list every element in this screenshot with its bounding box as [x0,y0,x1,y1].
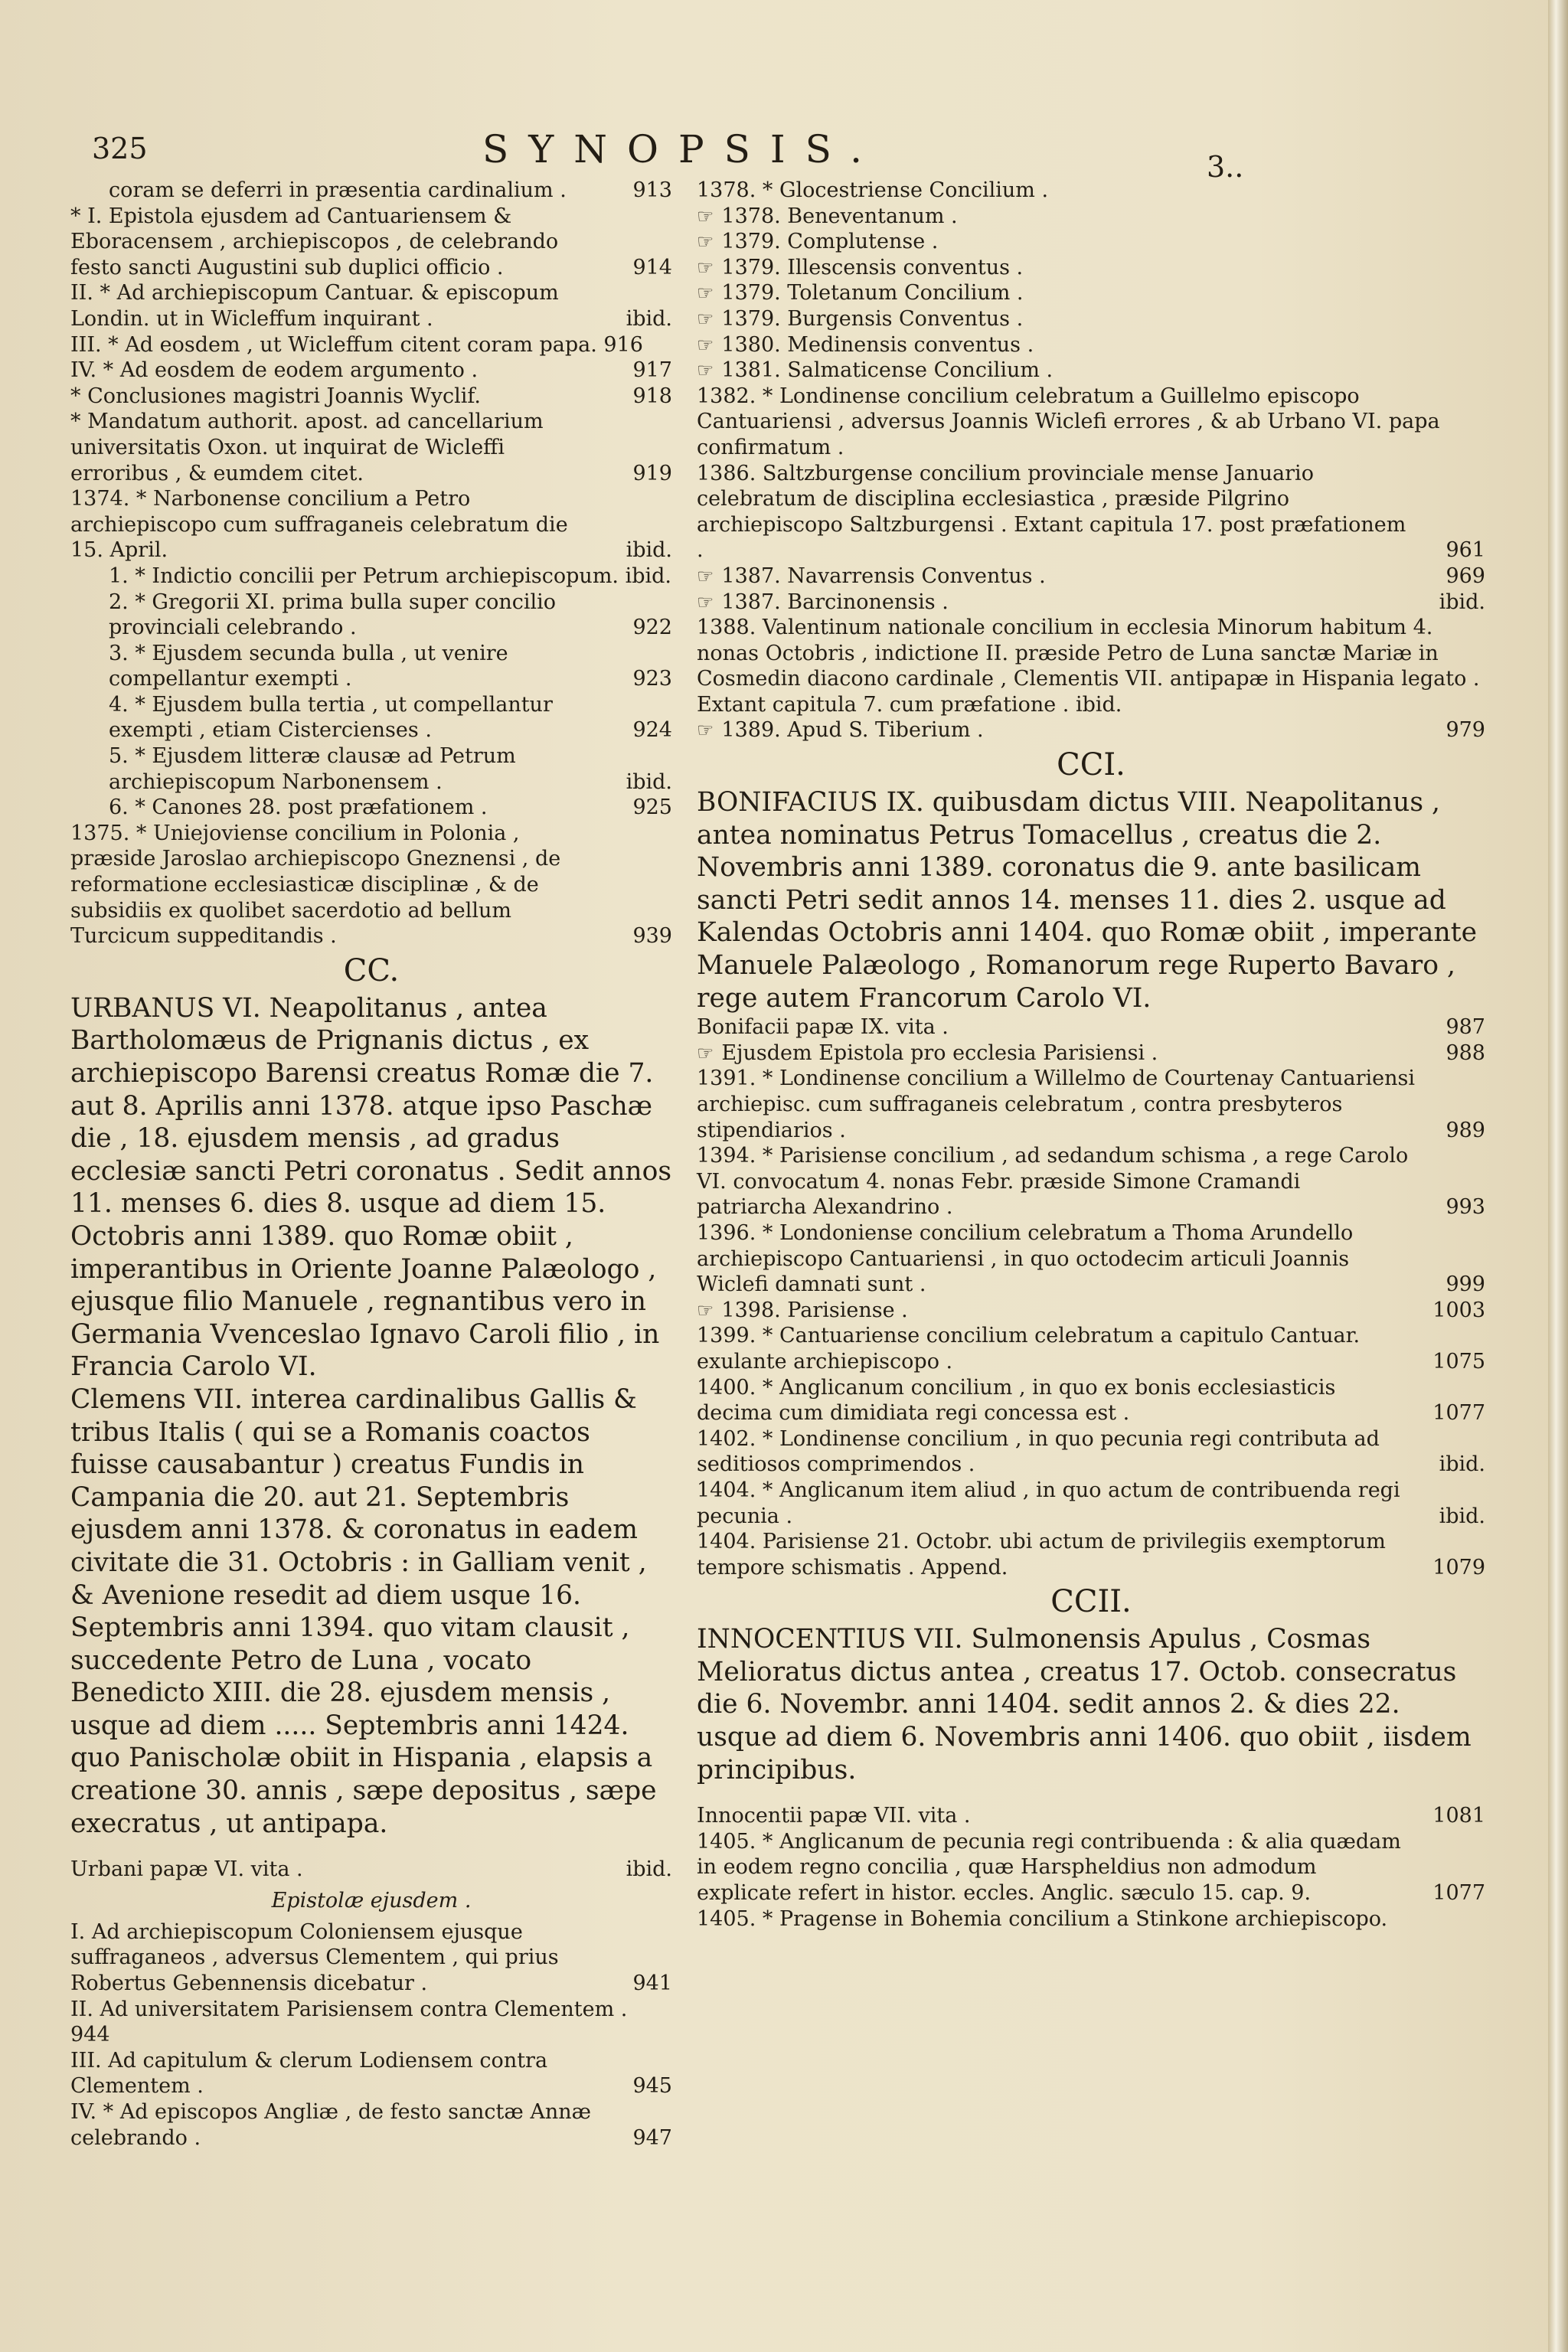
entry-text: 1379. Illescensis conventus . [721,255,1024,279]
pointing-hand-icon: ☞ [697,564,714,587]
entry-text: 1396. * Londoniense concilium celebratum a Thoma Arundello archiepiscopo Cantuariensi , in quo octodecim articuli Joannis Wiclefi damnati sunt . [697,1220,1354,1297]
index-entry [70,821,672,949]
page-reference: 988 [1446,1040,1485,1065]
index-entry [697,1143,1485,1220]
entry-text: 1404. Parisiense 21. Octobr. ubi actum de privilegiis exemptorum tempore schismatis . Append. [697,1530,1386,1579]
index-entry [70,795,672,821]
running-title: SYNOPSIS. [482,127,883,172]
entry-text: 1404. * Anglicanum item aliud , in quo actum de contribuenda regi pecunia . [697,1478,1400,1528]
entry-text: IV. * Ad eosdem de eodem argumento . [70,358,479,383]
pope-biography: BONIFACIUS IX. quibusdam dictus VIII. Neapolitanus , antea nominatus Petrus Tomacellus , creatus die 2. Novembris anni 1389. coronatus die 9. ante basilicam sancti Petri sedit annos 14. menses 11. dies 2. usque ad Kalendas Octobris anni 1404. quo Romæ obiit , imperante Manuele Palæologo , Romanorum rege Ruperto Bavaro , rege autem Francorum Carolo VI. [697,787,1477,1014]
spacer [70,1840,672,1857]
entry-text: 1374. * Narbonense concilium a Petro archiepiscopo cum suffraganeis celebratum die 15. April. [70,487,568,563]
entry-text: 1375. * Uniejoviense concilium in Polonia , præside Jaroslao archiepiscopo Gneznensi , de reformatione ecclesiasticæ disciplinæ , & de subsidiis ex quolibet sacerdotio ad bellum Turcicum suppeditandis . [70,821,561,949]
index-entry [697,590,1485,616]
pointing-hand-icon: ☞ [697,282,714,305]
entry-text: 1387. Barcinonensis . [721,590,949,614]
index-entry [697,1040,1485,1067]
entry-text: Bonifacii papæ IX. vita . [697,1015,949,1040]
index-entry [697,1426,1485,1478]
entry-text: 1382. * Londinense concilium celebratum a Guillelmo episcopo Cantuariensi , adversus Joannis Wiclefi errores , & ab Urbano VI. papa confirmatum . [697,384,1440,459]
entry-text: 1405. * Anglicanum de pecunia regi contribuenda : & alia quædam in eodem regno concilia , quæ Harspheldius non admodum explicate refert in histor. eccles. Anglic. sæculo 15. cap. 9. [697,1829,1401,1906]
index-entry [697,1298,1485,1324]
index-entry [697,1375,1485,1426]
index-entry [70,743,672,795]
pope-biography: URBANUS VI. Neapolitanus , antea Bartholomæus de Prignanis dictus , ex archiepiscopo Barensi creatus Romæ die 7. aut 8. Aprilis anni 1378. atque ipso Paschæ die , 18. ejusdem mensis , ad gradus ecclesiæ sancti Petri coronatus . Sedit annos 11. menses 6. dies 8. usque ad diem 15. Octobris anni 1389. quo Romæ obiit , imperantibus in Oriente Joanne Palæologo , ejusque filio Manuele , regnantibus vero in Germania Vvenceslao Ignavo Caroli filio , in Francia Carolo VI. [70,992,672,1383]
index-entry [697,306,1485,332]
page-number-right: 3.. [1207,150,1244,184]
index-entry [70,409,672,486]
entry-text: 1387. Navarrensis Conventus . [721,564,1046,588]
index-entry [697,1066,1485,1143]
page-reference: 914 [632,255,672,279]
page-reference: 961 [1446,538,1485,563]
index-entry [697,358,1485,384]
pointing-hand-icon: ☞ [697,719,714,742]
page-reference: 923 [632,667,672,691]
index-entry [70,358,672,384]
pointing-hand-icon: ☞ [697,230,714,253]
entry-text: Innocentii papæ VII. vita . [697,1804,971,1828]
pointing-hand-icon: ☞ [697,359,714,382]
page-edge [1548,0,1568,2352]
index-entry [697,332,1485,358]
entry-text: 3. * Ejusdem secunda bulla , ut venire compellantur exempti . [109,641,508,691]
entry-text: Urbani papæ VI. vita . [70,1857,303,1882]
page-reference: 945 [632,2074,672,2099]
page-reference: 1077 [1432,1881,1485,1906]
page-reference: ibid. [626,538,672,563]
pointing-hand-icon: ☞ [697,204,714,227]
page-reference: 999 [1446,1272,1485,1297]
entry-text: 1. * Indictio concilii per Petrum archiepiscopum. ibid. [109,564,672,588]
spacer [697,1786,1485,1803]
entry-text: 1400. * Anglicanum concilium , in quo ex bonis ecclesiasticis decima cum dimidiata regi concessa est . [697,1375,1336,1426]
index-entry [697,229,1485,255]
index-entry [70,178,672,204]
page-reference: ibid. [1439,1504,1485,1528]
index-entry [697,384,1485,461]
entry-text: 1398. Parisiense . [721,1298,908,1322]
section-heading: CCI. [1057,747,1125,783]
index-entry [697,717,1485,743]
right-column [697,178,1485,1932]
index-entry [70,486,672,564]
index-entry [70,564,672,590]
page-reference: ibid. [1439,1452,1485,1477]
index-entry [697,461,1485,564]
page-reference: 1079 [1432,1555,1485,1579]
entry-text: 1379. Toletanum Concilium . [721,281,1024,305]
entry-text: 1391. * Londinense concilium a Willelmo de Courtenay Cantuariensi archiepisc. cum suffraganeis celebratum , contra presbyteros stipendiarios . [697,1067,1415,1142]
index-entry [697,564,1485,590]
page-reference: 1081 [1432,1804,1485,1828]
page-reference: 989 [1446,1118,1485,1142]
index-entry [697,1906,1485,1932]
entry-text: II. * Ad archiepiscopum Cantuar. & episcopum Londin. ut in Wicleffum inquirant . [70,281,559,331]
index-entry [70,692,672,743]
index-entry [70,384,672,410]
index-entry [70,2048,672,2099]
index-entry [697,1478,1485,1529]
left-column [70,178,672,2151]
entry-text: 1379. Burgensis Conventus . [721,306,1024,331]
page-reference: 979 [1446,718,1485,743]
pointing-hand-icon: ☞ [697,307,714,330]
page-reference: 947 [632,2125,672,2150]
section-heading: CCII. [1050,1584,1132,1620]
page-reference: 918 [632,384,672,408]
index-entry [697,1529,1485,1580]
entry-text: 4. * Ejusdem bulla tertia , ut compellantur exempti , etiam Cistercienses . [109,692,553,743]
entry-text: 1378. * Glocestriense Concilium . [697,178,1049,202]
page-reference: 987 [1446,1015,1485,1040]
index-entry [70,1857,672,1883]
pope-biography: INNOCENTIUS VII. Sulmonensis Apulus , Cosmas Melioratus dictus antea , creatus 17. Octob. consecratus die 6. Novembr. anni 1404. sedit annos 2. & dies 22. usque ad diem 6. Novembris anni 1406. quo obiit , iisdem principibus. [697,1624,1472,1785]
entry-text: 1379. Complutense . [721,230,939,254]
pointing-hand-icon: ☞ [697,256,714,279]
page-reference: 939 [632,924,672,949]
section-heading: CC. [343,952,400,988]
pointing-hand-icon: ☞ [697,590,714,613]
entry-text: 1388. Valentinum nationale concilium in ecclesia Minorum habitum 4. nonas Octobris , indictione II. præside Petro de Luna sanctæ Mariæ in Cosmedin diacono cardinale , Clementis VII. antipapæ in Hispania legato . Extant capitula 7. cum præfatione . ibid. [697,616,1480,717]
index-entry [697,280,1485,306]
entry-text: 1386. Saltzburgense concilium provinciale mense Januario celebratum de disciplina ecclesiastica , præside Pilgrino archiepiscopo Saltzburgensi . Extant capitula 17. post præfationem . [697,461,1406,563]
index-entry [70,280,672,332]
index-entry [697,1014,1485,1040]
entry-text: 6. * Canones 28. post præfationem . [109,795,488,820]
page-reference: 941 [632,1971,672,1996]
page-number-left: 325 [92,132,148,165]
page-reference: ibid. [1439,590,1485,614]
page-reference: 917 [632,358,672,383]
page-reference: ibid. [626,1857,672,1882]
index-entry [70,2099,672,2151]
index-entry [70,1919,672,1997]
entry-text: * Mandatum authorit. apost. ad cancellarium universitatis Oxon. ut inquirat de Wicleffi erroribus , & eumdem citet. [70,410,544,485]
entry-text: 1378. Beneventanum . [721,204,958,228]
page-reference: 924 [632,718,672,743]
index-entry [70,332,672,358]
index-entry [697,615,1485,717]
entry-text: Ejusdem Epistola pro ecclesia Parisiensi . [721,1040,1158,1065]
entry-text: 1402. * Londinense concilium , in quo pecunia regi contributa ad seditiosos comprimendos . [697,1426,1380,1477]
entry-text: IV. * Ad episcopos Angliæ , de festo sanctæ Annæ celebrando . [70,2100,592,2150]
entry-text: * Conclusiones magistri Joannis Wyclif. [70,384,481,408]
page-reference: 1003 [1432,1298,1485,1322]
page-reference: 913 [632,178,672,202]
index-entry [70,641,672,692]
entry-text: III. Ad capitulum & clerum Lodiensem contra Clementem . [70,2048,548,2099]
index-entry [697,1803,1485,1829]
subheading: Epistolæ ejusdem . [271,1888,472,1913]
pointing-hand-icon: ☞ [697,333,714,356]
index-entry [70,1997,672,2048]
page-reference: 1077 [1432,1401,1485,1426]
entry-text: 1399. * Cantuariense concilium celebratum a capitulo Cantuar. exulante archiepiscopo . [697,1324,1361,1374]
page-reference: 969 [1446,564,1485,588]
entry-text: * I. Epistola ejusdem ad Cantuariensem & Eboracensem , archiepiscopos , de celebrando festo sancti Augustini sub duplici officio . [70,204,559,279]
entry-text: 2. * Gregorii XI. prima bulla super concilio provinciali celebrando . [109,590,557,640]
entry-text: 1389. Apud S. Tiberium . [721,718,984,743]
pointing-hand-icon: ☞ [697,1041,714,1064]
index-entry [697,1829,1485,1906]
index-entry [70,590,672,641]
page-reference: ibid. [626,306,672,331]
pointing-hand-icon: ☞ [697,1298,714,1321]
entry-text: I. Ad archiepiscopum Coloniensem ejusque suffraganeos , adversus Clementem , qui prius Robertus Gebennensis dicebatur . [70,1919,559,1996]
index-entry [697,1220,1485,1298]
entry-text: coram se deferri in præsentia cardinalium . [109,178,567,202]
page-reference: 922 [632,616,672,640]
entry-text: II. Ad universitatem Parisiensem contra Clementem . 944 [70,1997,628,2047]
entry-text: 1394. * Parisiense concilium , ad sedandum schisma , a rege Carolo VI. convocatum 4. nonas Febr. præside Simone Cramandi patriarcha Alexandrino . [697,1144,1409,1220]
index-entry [697,204,1485,230]
index-entry [697,255,1485,281]
page-reference: 1075 [1432,1349,1485,1374]
entry-text: 5. * Ejusdem litteræ clausæ ad Petrum archiepiscopum Narbonensem . [109,744,516,794]
entry-text: III. * Ad eosdem , ut Wicleffum citent coram papa. 916 [70,332,643,357]
entry-text: 1405. * Pragense in Bohemia concilium a Stinkone archiepiscopo. [697,1906,1388,1931]
page-reference: 925 [632,795,672,820]
index-entry [697,178,1485,204]
page-reference: 919 [632,461,672,485]
index-entry [70,204,672,281]
pope-biography: Clemens VII. interea cardinalibus Gallis & tribus Italis ( qui se a Romanis coactos fuisse causabantur ) creatus Fundis in Campania die 20. aut 21. Septembris ejusdem anni 1378. & coronatus in eadem civitate die 31. Octobris : in Galliam venit , & Avenione resedit ad diem usque 16. Septembris anni 1394. quo vitam clausit , succedente Petro de Luna , vocato Benedicto XIII. die 28. ejusdem mensis , usque ad diem ..... Septembris anni 1424. quo Panischolæ obiit in Hispania , elapsis a creatione 30. annis , sæpe depositus , sæpe execratus , ut antipapa. [70,1383,657,1839]
page-reference: 993 [1446,1195,1485,1220]
page-reference: ibid. [626,769,672,794]
entry-text: 1380. Medinensis conventus . [721,332,1034,357]
index-entry [697,1323,1485,1374]
entry-text: 1381. Salmaticense Concilium . [721,358,1054,383]
